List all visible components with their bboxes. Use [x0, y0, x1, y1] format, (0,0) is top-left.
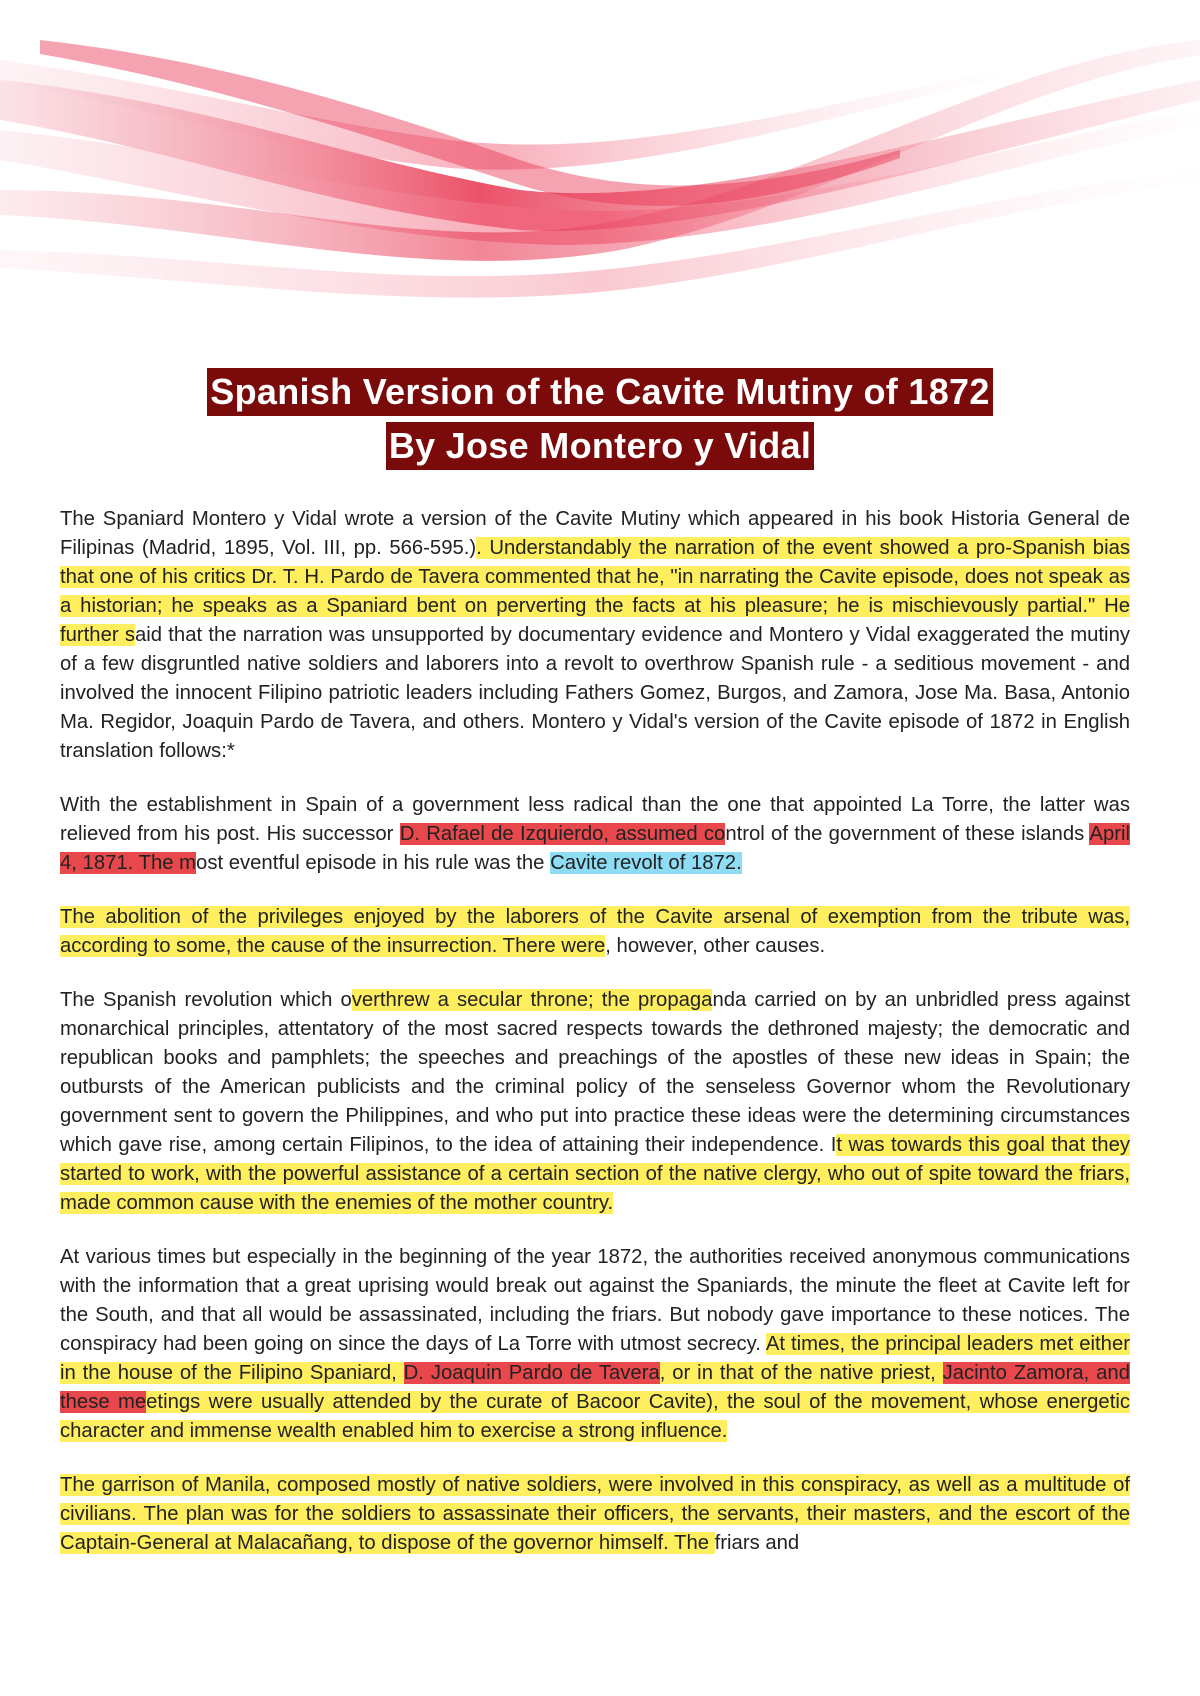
paragraph-garrison	[60, 1471, 1130, 1558]
highlighted-text: , or in that of the native priest,	[659, 1362, 943, 1384]
highlighted-text: April 4, 1871. The m	[60, 823, 1130, 874]
text-run: nda carried on by an unbridled press against monarchical principles, attentatory of the most sacred respects towards the dethroned majesty; the democratic and republican books and pamphlets; the speeches and preachings of the apostles of these new ideas in Spain; the outbursts of the American publicists and the criminal policy of the senseless Governor whom the Revolutionary government sent to govern the Philippines, and who put into practice these ideas were the determining circumstances which gave rise, among certain Filipinos, to the idea of attaining their independence. I	[60, 989, 1130, 1156]
paragraph-conspiracy	[60, 1243, 1130, 1446]
highlighted-text: t was towards this goal that they started to work, with the powerful assistance of a certain section of the native clergy, who out of spite toward the friars, made common cause with the enemies of the mother country.	[60, 1134, 1130, 1214]
text-run: ntrol of the government of these islands	[725, 823, 1090, 845]
highlighted-text: verthrew a secular throne; the propaga	[351, 989, 713, 1011]
paragraph-intro	[60, 505, 1130, 766]
text-run: friars and	[714, 1532, 800, 1554]
document-body	[60, 505, 1130, 1583]
title-line-1: Spanish Version of the Cavite Mutiny of 1872	[207, 368, 992, 416]
decorative-banner	[0, 40, 1200, 310]
highlighted-text: Cavite revolt of 1872.	[550, 852, 742, 874]
highlighted-text: D. Rafael de Izquierdo, assumed co	[399, 823, 726, 845]
highlighted-text: . Understandably the narration of the event showed a pro-Spanish bias that one of his critics Dr. T. H. Pardo de Tavera commented that he, "in narrating the Cavite episode, does not speak as a historian; he speaks as a Spaniard bent on perverting the facts at his pleasure; he is mischievously partial." He further s	[60, 537, 1131, 646]
document-title	[0, 368, 1200, 470]
highlighted-text: The garrison of Manila, composed mostly of native soldiers, were involved in this conspiracy, as well as a multitude of civilians. The plan was for the soldiers to assassinate their officers, the servants, their masters, and the escort of the Captain-General at Malacañang, to dispose of the governor himself. The	[60, 1474, 1130, 1554]
highlighted-text: Jacinto Zamora, and these me	[60, 1362, 1130, 1413]
text-run: At various times but especially in the beginning of the year 1872, the authorities received anonymous communications with the information that a great uprising would break out against the Spaniards, the minute the fleet at Cavite left for the South, and that all would be assassinated, including the friars. But nobody gave importance to these notices. The conspiracy had been going on since the days of La Torre with utmost secrecy.	[60, 1246, 1130, 1355]
paragraph-abolition	[60, 903, 1130, 961]
text-run: The Spaniard Montero y Vidal wrote a version of the Cavite Mutiny which appeared in his book Historia General de Filipinas (Madrid, 1895, Vol. III, pp. 566-595.)	[60, 508, 1130, 559]
text-run: With the establishment in Spain of a government less radical than the one that appointed La Torre, the latter was relieved from his post. His successor	[60, 794, 1130, 845]
paragraph-revolution	[60, 986, 1130, 1218]
paragraph-izquierdo	[60, 791, 1130, 878]
text-run: aid that the narration was unsupported by documentary evidence and Montero y Vidal exaggerated the mutiny of a few disgruntled native soldiers and laborers into a revolt to overthrow Spanish rule - a seditious movement - and involved the innocent Filipino patriotic leaders including Fathers Gomez, Burgos, and Zamora, Jose Ma. Basa, Antonio Ma. Regidor, Joaquin Pardo de Tavera, and others. Montero y Vidal's version of the Cavite episode of 1872 in English translation follows:*	[60, 624, 1130, 762]
title-line-2: By Jose Montero y Vidal	[386, 422, 814, 470]
text-run: , however, other causes.	[605, 935, 826, 957]
highlighted-text: The abolition of the privileges enjoyed by the laborers of the Cavite arsenal of exemption from the tribute was, according to some, the cause of the insurrection. There were	[60, 906, 1130, 957]
text-run: The Spanish revolution which o	[60, 989, 352, 1011]
highlighted-text: etings were usually attended by the curate of Bacoor Cavite), the soul of the movement, whose energetic character and immense wealth enabled him to exercise a strong influence.	[60, 1391, 1130, 1442]
highlighted-text: At times, the principal leaders met either in the house of the Filipino Spaniard,	[60, 1333, 1130, 1384]
highlighted-text: D. Joaquin Pardo de Tavera	[403, 1362, 660, 1384]
text-run: ost eventful episode in his rule was the	[196, 852, 551, 874]
